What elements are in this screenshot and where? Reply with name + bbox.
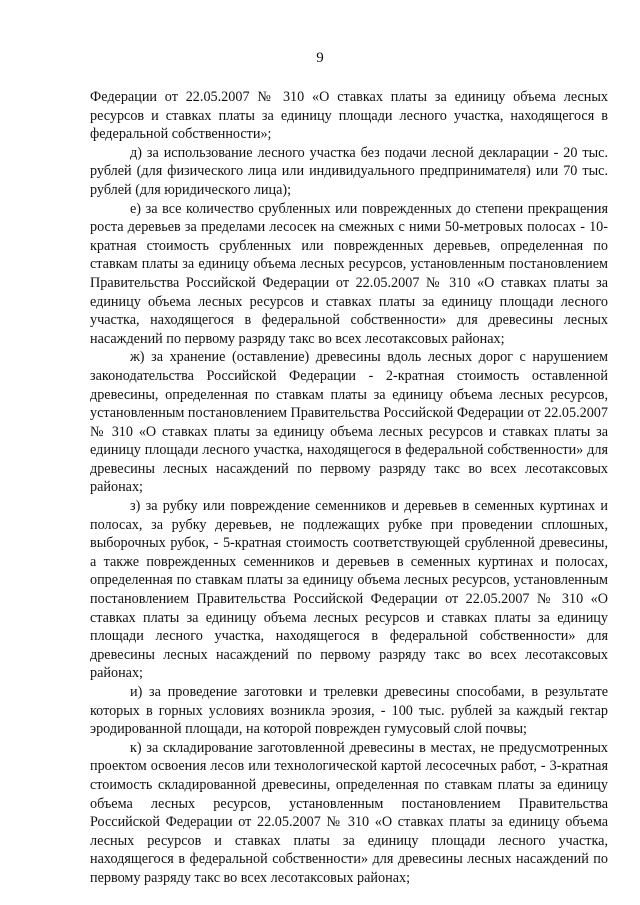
page-number: 9: [316, 50, 324, 66]
paragraph-d: д) за использование лесного участка без подачи лесной декларации - 20 тыс. рублей (для физического лица или индивидуального предпринимателя) или 70 тыс. рублей (для юридического лица);: [90, 144, 608, 198]
document-body: [90, 88, 608, 888]
paragraph-continuation: Федерации от 22.05.2007 № 310 «О ставках платы за единицу объема лесных ресурсов и ставках платы за единицу площади лесного участка, находящегося в федеральной собственности»;: [90, 89, 608, 143]
paragraph-i: и) за проведение заготовки и трелевки древесины способами, в результате которых в горных условиях возникла эрозия, - 100 тыс. рублей за каждый гектар эродированной площади, на которой поврежден гумусовый слой почвы;: [90, 684, 608, 738]
paragraph-zh: ж) за хранение (оставление) древесины вдоль лесных дорог с нарушением законодательства Российской Федерации - 2-кратная стоимость оставленной древесины, определенная по ставкам платы за единицу объема лесных ресурсов, установленным постановлением Правительства Российской Федерации от 22.05.2007 № 310 «О ставках платы за единицу объема лесных ресурсов и ставках платы за единицу площади лесного участка, находящегося в федеральной собственности» для древесины лесных насаждений по первому разряду такс во всех лесотаксовых районах;: [90, 349, 608, 496]
paragraph-e: е) за все количество срубленных или поврежденных до степени прекращения роста деревьев за пределами лесосек на смежных с ними 50-метровых полосах - 10-кратная стоимость срубленных или поврежденных деревьев, определенная по ставкам платы за единицу объема лесных ресурсов, установленным постановлением Правительства Российской Федерации от 22.05.2007 № 310 «О ставках платы за единицу объема лесных ресурсов и ставках платы за единицу площади лесного участка, находящегося в федеральной собственности» для древесины лесных насаждений по первому разряду такс во всех лесотаксовых районах;: [90, 200, 608, 347]
paragraph-z: з) за рубку или повреждение семенников и деревьев в семенных куртинах и полосах, за рубку деревьев, не подлежащих рубке при проведении сплошных, выборочных рубок, - 5-кратная стоимость соответствующей срубленной древесины, а также поврежденных семенников и деревьев в семенных куртинах и полосах, определенная по ставкам платы за единицу объема лесных ресурсов, установленным постановлением Правительства Российской Федерации от 22.05.2007 № 310 «О ставках платы за единицу объема лесных ресурсов и ставках платы за единицу площади лесного участка, находящегося в федеральной собственности» для древесины лесных насаждений по первому разряду такс во всех лесотаксовых районах;: [90, 498, 608, 682]
paragraph-k: к) за складирование заготовленной древесины в местах, не предусмотренных проектом освоения лесов или технологической картой лесосечных работ, - 3-кратная стоимость складированной древесины, определенная по ставкам платы за единицу объема лесных ресурсов, установленным постановлением Правительства Российской Федерации от 22.05.2007 № 310 «О ставках платы за единицу объема лесных ресурсов и ставках платы за единицу площади лесного участка, находящегося в федеральной собственности» для древесины лесных насаждений по первому разряду такс во всех лесотаксовых районах;: [90, 739, 608, 886]
